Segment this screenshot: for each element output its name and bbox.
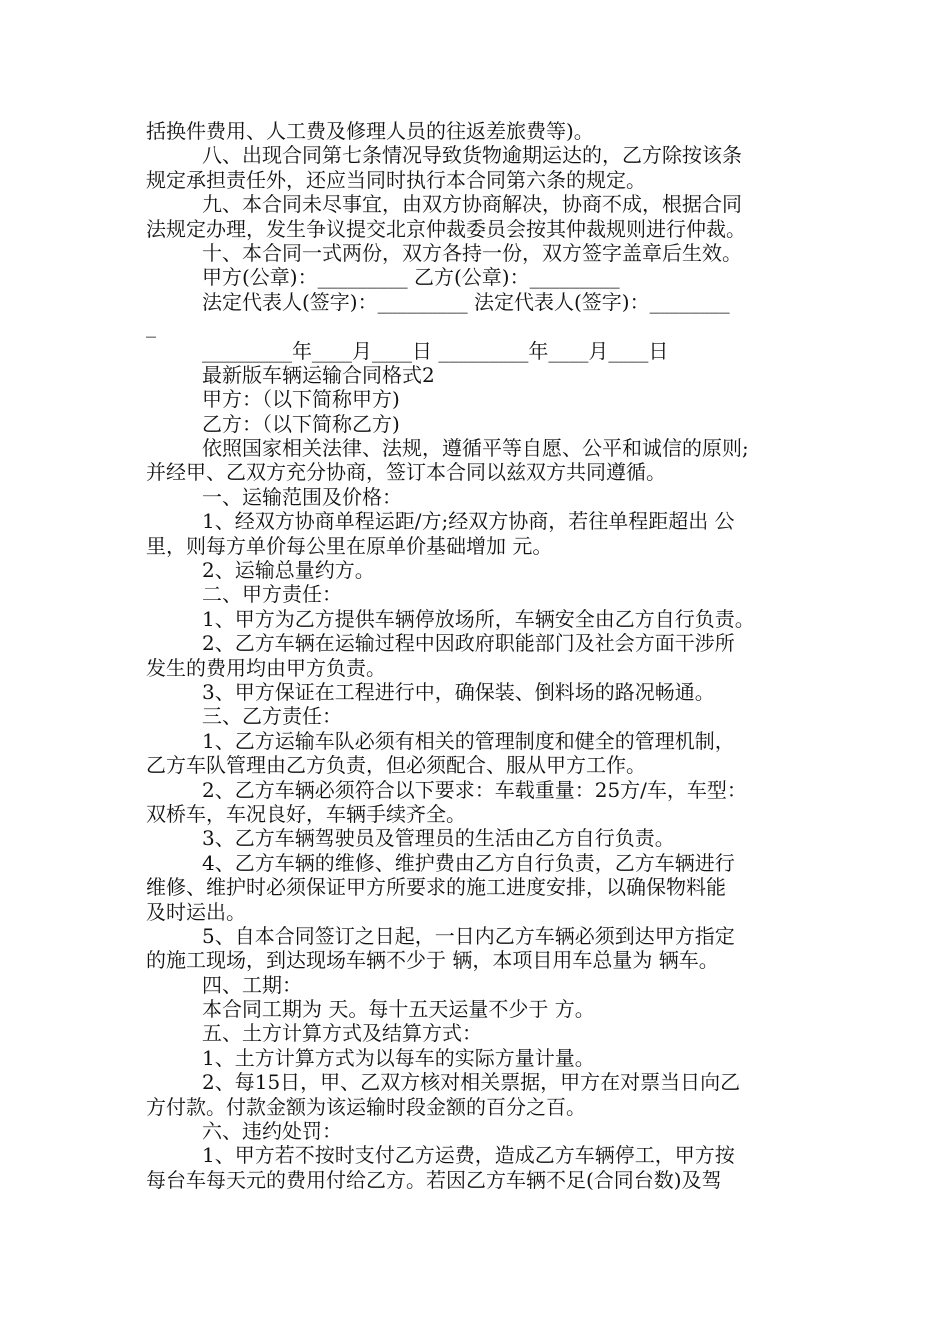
text-line: 1、甲方若不按时支付乙方运费，造成乙方车辆停工，甲方按 [202, 1143, 735, 1168]
text-line: 发生的费用均由甲方负责。 [146, 655, 386, 680]
text-line: 5、自本合同签订之日起，一日内乙方车辆必须到达甲方指定 [202, 923, 735, 948]
text-line: 2、乙方车辆必须符合以下要求：车载重量：25方/车，车型： [202, 777, 747, 802]
text-line: 法规定办理，发生争议提交北京仲裁委员会按其仲裁规则进行仲裁。 [146, 216, 746, 241]
text-line: 每台车每天元的费用付给乙方。若因乙方车辆不足(合同台数)及驾 [146, 1167, 722, 1192]
text-line: 并经甲、乙双方充分协商，签订本合同以兹双方共同遵循。 [146, 460, 666, 485]
text-line: 1、甲方为乙方提供车辆停放场所，车辆安全由乙方自行负责。 [202, 606, 755, 631]
seal-line: 甲方(公章)：_________ 乙方(公章)：_________ [202, 265, 620, 290]
signature-line: 法定代表人(签字)：_________ 法定代表人(签字)：________ [202, 289, 730, 314]
text-line: 里，则每方单价每公里在原单价基础增加 元。 [146, 533, 553, 558]
preamble-line: 依照国家相关法律、法规，遵循平等自愿、公平和诚信的原则; [202, 436, 749, 461]
section-heading: 三、乙方责任： [202, 704, 342, 729]
party-a-line: 甲方：（以下简称甲方) [202, 387, 400, 412]
clause-9-line: 九、本合同未尽事宜，由双方协商解决，协商不成，根据合同 [202, 192, 742, 217]
text-line: 规定承担责任外，还应当同时执行本合同第六条的规定。 [146, 167, 646, 192]
text-line: 2、运输总量约方。 [202, 558, 375, 583]
clause-10-line: 十、本合同一式两份，双方各持一份，双方签字盖章后生效。 [202, 240, 742, 265]
party-b-line: 乙方：（以下简称乙方) [202, 411, 400, 436]
section-heading: 六、违约处罚： [202, 1119, 342, 1144]
clause-8-line: 八、出现合同第七条情况导致货物逾期运达的，乙方除按该条 [202, 143, 742, 168]
text-line: 方付款。付款金额为该运输时段金额的百分之百。 [146, 1094, 586, 1119]
text-line: 1、土方计算方式为以每车的实际方量计量。 [202, 1045, 595, 1070]
text-line: 3、乙方车辆驾驶员及管理员的生活由乙方自行负责。 [202, 826, 675, 851]
text-line: 本合同工期为 天。每十五天运量不少于 方。 [202, 997, 595, 1022]
text-line: 乙方车队管理由乙方负责，但必须配合、服从甲方工作。 [146, 753, 646, 778]
text-line: 4、乙方车辆的维修、维护费由乙方自行负责，乙方车辆进行 [202, 850, 735, 875]
underscore-overflow: _ [146, 314, 156, 339]
section-heading: 五、土方计算方式及结算方式： [202, 1021, 482, 1046]
text-line: 括换件费用、人工费及修理人员的往返差旅费等)。 [146, 119, 594, 143]
section-heading: 一、运输范围及价格： [202, 484, 402, 509]
section-heading: 二、甲方责任： [202, 582, 342, 607]
text-line: 3、甲方保证在工程进行中，确保装、倒料场的路况畅通。 [202, 679, 715, 704]
date-line: _________年____月____日 _________年____月____日 [202, 338, 669, 363]
text-line: 及时运出。 [146, 899, 246, 924]
text-line: 2、乙方车辆在运输过程中因政府职能部门及社会方面干涉所 [202, 631, 735, 656]
text-line: 维修、维护时必须保证甲方所要求的施工进度安排，以确保物料能 [146, 875, 726, 900]
text-line: 1、经双方协商单程运距/方;经双方协商，若往单程距超出 公 [202, 509, 735, 534]
section-heading: 四、工期： [202, 972, 302, 997]
text-line: 双桥车，车况良好，车辆手续齐全。 [146, 801, 466, 826]
text-line: 1、乙方运输车队必须有相关的管理制度和健全的管理机制， [202, 728, 735, 753]
text-line: 2、每15日，甲、乙双方核对相关票据，甲方在对票当日向乙 [202, 1070, 741, 1095]
document-body [146, 119, 826, 1192]
text-line: 的施工现场，到达现场车辆不少于 辆，本项目用车总量为 辆车。 [146, 948, 719, 973]
contract-title: 最新版车辆运输合同格式2 [202, 362, 435, 387]
